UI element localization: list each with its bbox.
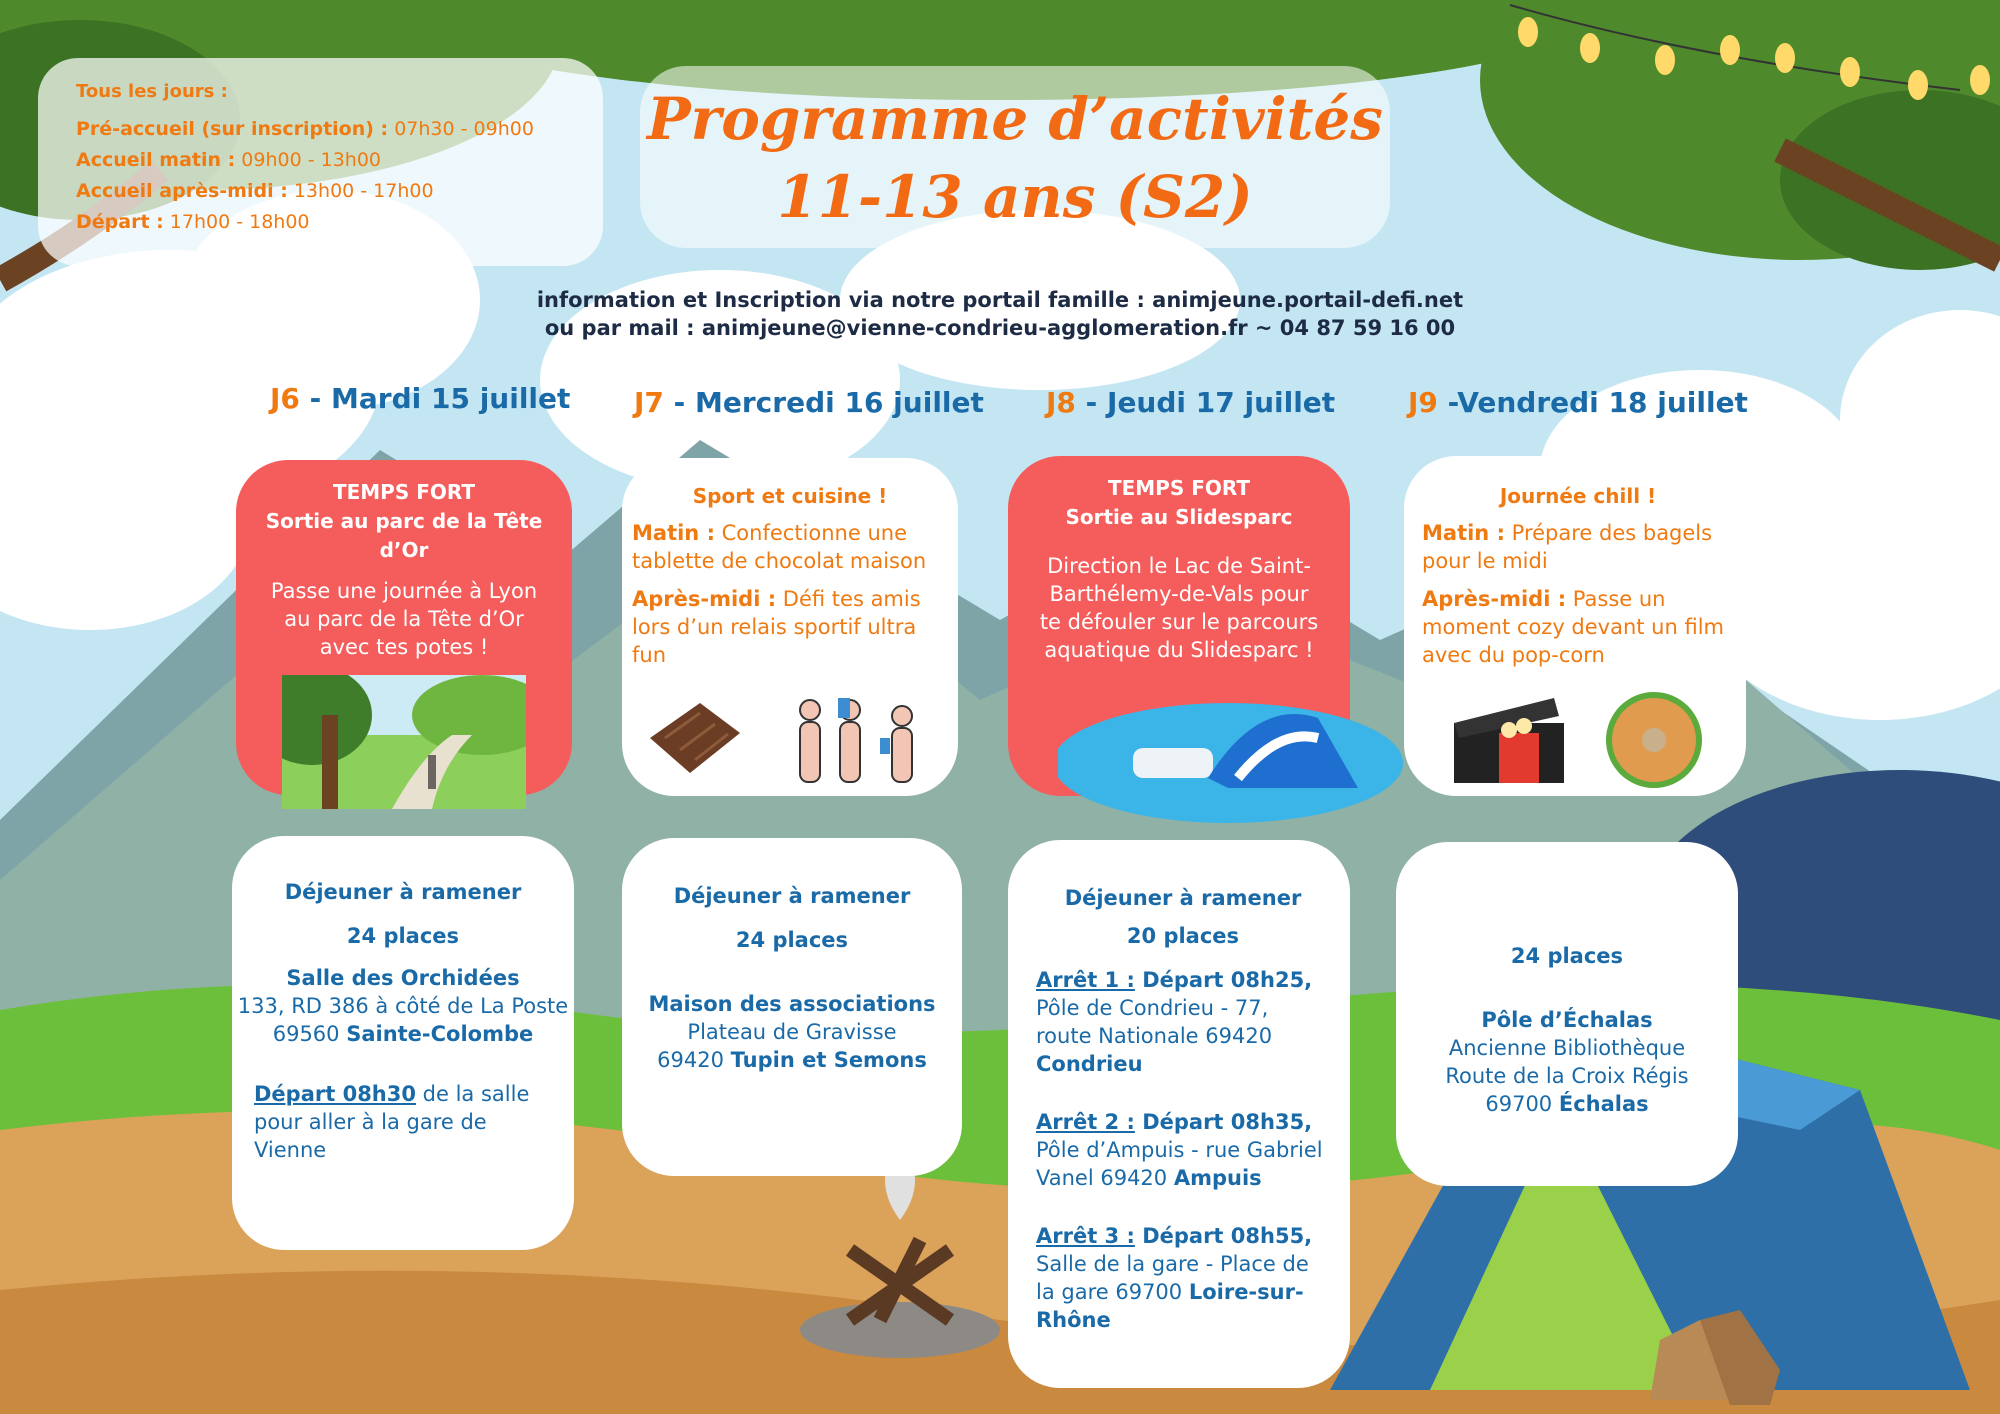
details-card-j9 — [1396, 842, 1738, 1186]
schedule-time: 07h30 - 09h00 — [394, 118, 534, 140]
page-title — [640, 66, 1390, 248]
day-code: J6 — [270, 382, 300, 415]
schedule-row — [76, 145, 603, 176]
places-count: 20 places — [1126, 924, 1240, 948]
venue-city-line — [232, 1020, 574, 1048]
city: Échalas — [1558, 1092, 1649, 1116]
activity-card-j7 — [622, 458, 958, 796]
contact-info — [0, 286, 2000, 342]
schedule-label: Pré-accueil (sur inscription) : — [76, 118, 389, 140]
card-afternoon — [1422, 585, 1734, 669]
departure-label: Départ 08h30 — [254, 1082, 416, 1106]
details-card-j7 — [622, 838, 962, 1176]
day-heading-j7 — [634, 386, 984, 419]
day-heading-j9 — [1408, 386, 1748, 419]
places-count: 24 places — [1510, 944, 1624, 968]
venue-address: Ancienne Bibliothèque — [1448, 1036, 1686, 1060]
day-code: J9 — [1408, 386, 1438, 419]
stop-label: Arrêt 3 : — [1036, 1224, 1135, 1248]
venue-name: Salle des Orchidées — [286, 966, 520, 990]
bus-stop — [1036, 1222, 1330, 1334]
stop-departure: Départ 08h55, — [1134, 1224, 1313, 1248]
card-body: Passe une journée à Lyon au parc de la Tête d’Or avec tes potes ! — [270, 579, 538, 659]
card-morning — [632, 519, 948, 575]
day-heading-j8 — [1046, 386, 1335, 419]
card-tag: TEMPS FORT — [1107, 476, 1251, 500]
bagel-icon — [1606, 692, 1702, 788]
afternoon-text: Défi tes amis lors d’un relais sportif ultra fun — [632, 587, 921, 667]
card-body: Direction le Lac de Saint-Barthélemy-de-Vals pour te défouler sur le parcours aquatique du Slidesparc ! — [1039, 554, 1319, 662]
info-line-portal: information et Inscription via notre portail famille : animjeune.portail-defi.net — [536, 288, 1464, 312]
afternoon-label: Après-midi : — [1422, 587, 1567, 611]
day-code: J8 — [1046, 386, 1076, 419]
venue-city-line — [622, 1046, 962, 1074]
schedule-label: Départ : — [76, 211, 164, 233]
activity-card-j6 — [236, 460, 572, 795]
day-date: - Jeudi 17 juillet — [1075, 386, 1336, 419]
card-title: Sortie au parc de la Tête d’Or — [265, 509, 543, 562]
stop-city: Loire-sur-Rhône — [1036, 1280, 1304, 1332]
stop-label: Arrêt 1 : — [1036, 968, 1135, 992]
postcode: 69420 — [657, 1048, 731, 1072]
day-date: -Vendredi 18 juillet — [1437, 386, 1748, 419]
lunch-note: Déjeuner à ramener — [284, 880, 522, 904]
departure-note — [232, 1080, 574, 1164]
lunch-note: Déjeuner à ramener — [1064, 886, 1302, 910]
morning-label: Matin : — [632, 521, 715, 545]
city: Tupin et Semons — [730, 1048, 927, 1072]
stop-address: Pôle d’Ampuis - rue Gabriel Vanel 69420 — [1036, 1138, 1323, 1190]
city: Sainte-Colombe — [346, 1022, 534, 1046]
departure-text: de la salle pour aller à la gare de Vienne — [254, 1082, 530, 1162]
details-card-j6 — [232, 836, 574, 1250]
chocolate-icon — [650, 703, 740, 773]
morning-text: Confectionne une tablette de chocolat maison — [632, 521, 927, 573]
postcode: 69560 — [272, 1022, 347, 1046]
schedule-time: 13h00 - 17h00 — [293, 180, 434, 202]
card-morning — [1422, 519, 1734, 575]
venue-name: Pôle d’Échalas — [1481, 1008, 1653, 1032]
park-illustration — [282, 675, 526, 809]
chocolate-and-sport-icons — [640, 688, 940, 788]
morning-text: Prépare des bagels pour le midi — [1422, 521, 1713, 573]
schedule-time: 17h00 - 18h00 — [169, 211, 310, 233]
bus-stop — [1036, 1108, 1330, 1192]
card-afternoon — [632, 585, 948, 669]
clapperboard-icon — [1454, 698, 1564, 783]
day-heading-j6 — [270, 382, 570, 415]
title-line-2: 11-13 ans (S2) — [777, 163, 1253, 231]
schedule-row — [76, 114, 603, 145]
venue-road: Route de la Croix Régis — [1445, 1064, 1689, 1088]
info-line-mail: ou par mail : animjeune@vienne-condrieu-agglomeration.fr ~ 04 87 59 16 00 — [544, 316, 1456, 340]
afternoon-text: Passe un moment cozy devant un film avec du pop-corn — [1422, 587, 1724, 667]
venue-name: Maison des associations — [648, 992, 936, 1016]
stop-address: Pôle de Condrieu - 77, route Nationale 69420 — [1036, 996, 1273, 1048]
bus-stop — [1036, 966, 1330, 1078]
stop-address: Salle de la gare - Place de la gare 69700 — [1036, 1252, 1309, 1304]
afternoon-label: Après-midi : — [632, 587, 777, 611]
schedule-lead: Tous les jours : — [76, 81, 228, 102]
day-code: J7 — [634, 386, 664, 419]
team-icon — [800, 700, 912, 782]
venue-city-line — [1396, 1090, 1738, 1118]
venue-address: 133, RD 386 à côté de La Poste — [237, 994, 569, 1018]
day-date: - Mardi 15 juillet — [299, 382, 571, 415]
schedule-label: Accueil matin : — [76, 149, 236, 171]
venue-address: Plateau de Gravisse — [687, 1020, 897, 1044]
stop-city: Ampuis — [1173, 1166, 1262, 1190]
stop-departure: Départ 08h35, — [1134, 1110, 1313, 1134]
waterpark-illustration — [1058, 688, 1408, 838]
stop-label: Arrêt 2 : — [1036, 1110, 1135, 1134]
card-title: Sport et cuisine ! — [692, 484, 888, 508]
day-date: - Mercredi 16 juillet — [663, 386, 984, 419]
schedule-row — [76, 207, 603, 238]
schedule-label: Accueil après-midi : — [76, 180, 288, 202]
morning-label: Matin : — [1422, 521, 1505, 545]
schedule-time: 09h00 - 13h00 — [241, 149, 382, 171]
details-card-j8 — [1008, 840, 1350, 1388]
daily-schedule — [38, 58, 603, 266]
postcode: 69700 — [1485, 1092, 1559, 1116]
title-line-1: Programme d’activités — [647, 85, 1383, 153]
stop-city: Condrieu — [1036, 1052, 1143, 1076]
lunch-note: Déjeuner à ramener — [673, 884, 911, 908]
card-tag: TEMPS FORT — [332, 480, 476, 504]
card-title: Sortie au Slidesparc — [1065, 505, 1293, 529]
places-count: 24 places — [735, 928, 849, 952]
activity-card-j9 — [1404, 456, 1746, 796]
movie-and-bagel-icons — [1444, 688, 1724, 788]
places-count: 24 places — [346, 924, 460, 948]
schedule-row — [76, 176, 603, 207]
card-title: Journée chill ! — [1499, 484, 1657, 508]
stop-departure: Départ 08h25, — [1134, 968, 1313, 992]
